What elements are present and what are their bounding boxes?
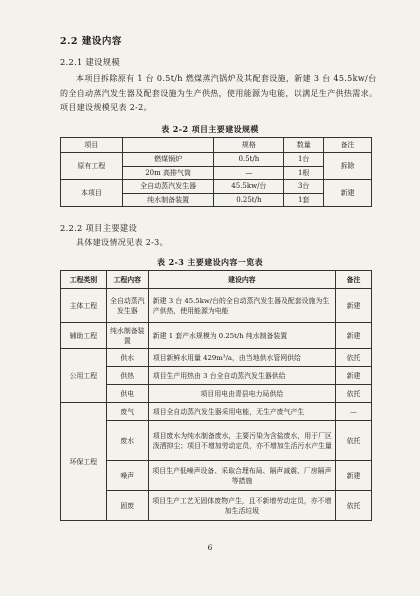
- content-cell: 项目全自动蒸汽发生器采用电能，无生产废气产生: [148, 403, 335, 421]
- header-cell: 项目: [61, 138, 123, 153]
- item-cell: 废气: [106, 403, 148, 421]
- header-cell: 备注: [336, 271, 372, 289]
- content-cell: 项目废水为纯水制备废水，主要污染为含盐废水，用于厂区泼洒抑尘；项目不增加劳动定员，亦不增加生活污水产生量: [148, 421, 335, 461]
- qty-cell: 1根: [284, 166, 324, 180]
- content-cell: 项目生产用热由 3 台全自动蒸汽发生器供给: [148, 367, 335, 385]
- qty-cell: 3台: [284, 180, 324, 194]
- table-header-row: [61, 271, 372, 289]
- spec-cell: 0.25t/h: [214, 193, 284, 207]
- table-row: [61, 289, 372, 323]
- content-cell: 项目生产工艺无固体废物产生，且不新增劳动定员，亦不增加生活垃圾: [148, 491, 335, 521]
- table-2-3: [60, 270, 372, 521]
- header-cell: 工程类别: [61, 271, 107, 289]
- table-row: [61, 421, 372, 461]
- content-cell: 新建 1 套产水规模为 0.25t/h 纯水制备装置: [148, 323, 335, 349]
- item-cell: 供水: [106, 349, 148, 367]
- item-cell: 纯水制备装置: [106, 323, 148, 349]
- item-cell: 20m 高排气筒: [122, 166, 214, 180]
- table-2-2: [60, 137, 372, 207]
- item-cell: 供电: [106, 385, 148, 403]
- spec-cell: —: [214, 166, 284, 180]
- content-cell: 项目新鲜水用量 429m³/a，由当地供水管网供给: [148, 349, 335, 367]
- table-2-2-caption: 表 2-2 项目主要建设规模: [161, 124, 259, 134]
- table-header-row: [61, 138, 372, 153]
- category-cell: 辅助工程: [61, 323, 107, 349]
- table-row: [61, 461, 372, 491]
- category-cell: 主体工程: [61, 289, 107, 323]
- note-cell: 新建: [336, 289, 372, 323]
- table-row: [61, 323, 372, 349]
- item-cell: 燃煤锅炉: [122, 153, 214, 167]
- header-cell: 建设内容: [148, 271, 335, 289]
- table-row: [61, 385, 372, 403]
- content-cell: 项目用电由青县电力局供给: [148, 385, 335, 403]
- section-heading-2-2-2: 2.2.2 项目主要建设: [60, 223, 138, 233]
- note-cell: 依托: [336, 421, 372, 461]
- header-cell: 工程内容: [106, 271, 148, 289]
- content-cell: 项目生产低噪声设备、采取合理布局、隔声减震、厂房隔声等措施: [148, 461, 335, 491]
- category-cell: 环保工程: [61, 403, 107, 521]
- item-cell: 固废: [106, 491, 148, 521]
- header-cell: 备注: [324, 138, 372, 153]
- group-cell: 原有工程: [61, 153, 123, 180]
- item-cell: 废水: [106, 421, 148, 461]
- note-cell: 新建: [324, 180, 372, 207]
- table-row: [61, 153, 372, 167]
- note-cell: 新建: [336, 367, 372, 385]
- table-2-3-caption: 表 2-3 主要建设内容一览表: [156, 257, 264, 267]
- table-row: [61, 403, 372, 421]
- section-heading-2-2: 2.2 建设内容: [60, 36, 122, 47]
- paragraph-detail-text: 具体建设情况见表 2-3。: [76, 238, 168, 247]
- item-cell: 纯水制备装置: [122, 193, 214, 207]
- header-cell: 数量: [284, 138, 324, 153]
- group-cell: 本项目: [61, 180, 123, 207]
- note-cell: —: [336, 403, 372, 421]
- spec-cell: 0.5t/h: [214, 153, 284, 167]
- paragraph-detail: [60, 236, 378, 251]
- table-row: [61, 491, 372, 521]
- note-cell: 新建: [336, 461, 372, 491]
- note-cell: 依托: [336, 349, 372, 367]
- section-heading-2-2-1: 2.2.1 建设规模: [60, 57, 120, 67]
- spec-cell: 45.5kw/台: [214, 180, 284, 194]
- item-cell: 全自动蒸汽发生器: [122, 180, 214, 194]
- table-row: [61, 349, 372, 367]
- qty-cell: 1台: [284, 153, 324, 167]
- header-cell: 规格: [214, 138, 284, 153]
- note-cell: 依托: [336, 385, 372, 403]
- note-cell: 拆除: [324, 153, 372, 180]
- note-cell: 依托: [336, 491, 372, 521]
- header-cell-blank: [122, 138, 214, 153]
- paragraph-scale: [60, 72, 378, 116]
- item-cell: 全自动蒸汽发生器: [106, 289, 148, 323]
- page-number: 6: [207, 543, 213, 552]
- category-cell: 公用工程: [61, 349, 107, 403]
- item-cell: 噪声: [106, 461, 148, 491]
- paragraph-scale-text: 本项目拆除原有 1 台 0.5t/h 燃煤蒸汽锅炉及其配套设施，新建 3 台 45.5kw/台的全自动蒸汽发生器及配套设施为生产供热，使用能源为电能，以满足生产供热需求。项目建设规模见表 2-2。: [60, 74, 378, 112]
- table-row: [61, 180, 372, 194]
- note-cell: 新建: [336, 323, 372, 349]
- content-cell: 新建 3 台 45.5kw/台的全自动蒸汽发生器及配套设施为生产供热，使用能源为电能: [148, 289, 335, 323]
- table-row: [61, 367, 372, 385]
- item-cell: 供热: [106, 367, 148, 385]
- qty-cell: 1套: [284, 193, 324, 207]
